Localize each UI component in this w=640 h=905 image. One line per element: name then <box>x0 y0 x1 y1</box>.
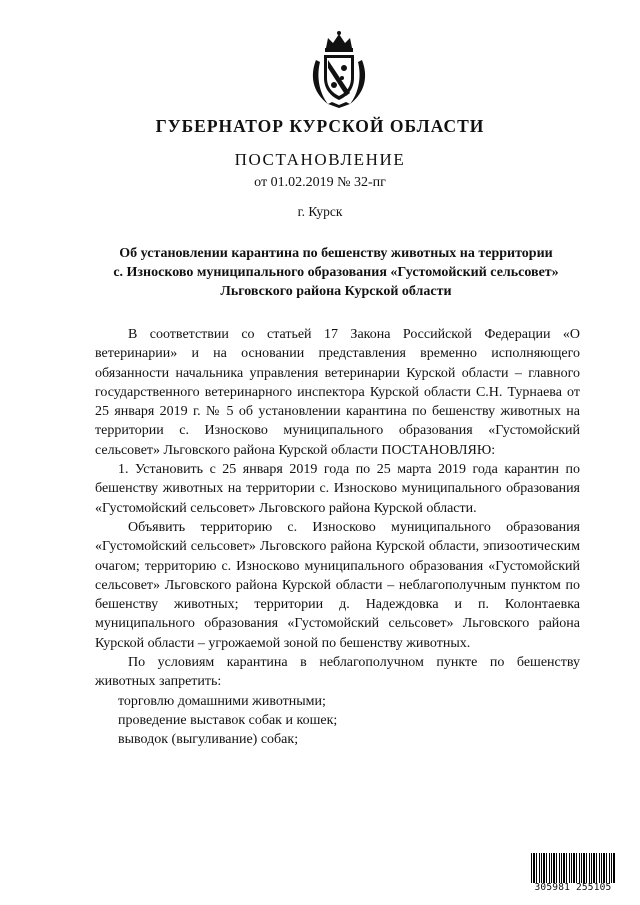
title-line: Об установлении карантина по бешенству животных на территории <box>119 246 553 261</box>
city-line: г. Курск <box>297 204 343 219</box>
body-paragraph: 1. Установить с 25 января 2019 года по 25 марта 2019 года карантин по бешенству животных на территории с. Износково муниципального образования «Густомойский сельсовет» Льговского района Курской области. <box>95 462 580 516</box>
list-item: проведение выставок собак и кошек; <box>118 712 338 728</box>
title-line: Льговского района Курской области <box>220 284 452 299</box>
document-body <box>95 325 580 750</box>
body-paragraph: В соответствии со статьей 17 Закона Российской Федерации «О ветеринарии» и на основании представления временно исполняющего обязанности начальника управления ветеринарии Курской области – главного государственного ветеринарного инспектора Курской области С.Н. Турнаева от 25 января 2019 г. № 5 об установлении карантина по бешенству животных на территории с. Износково муниципального образования «Густомойский сельсовет» Льговского района Курской области ПОСТАНОВЛЯЮ: <box>95 327 580 458</box>
list-item: выводок (выгуливание) собак; <box>118 732 299 748</box>
coat-of-arms-emblem <box>306 30 372 110</box>
document-title <box>96 244 576 301</box>
barcode-number: 305981 255105 <box>534 882 612 893</box>
barcode-bars <box>531 853 615 883</box>
body-paragraph: По условиям карантина в неблагополучном пункте по бешенству животных запретить: <box>95 655 580 690</box>
issuer-heading: ГУБЕРНАТОР КУРСКОЙ ОБЛАСТИ <box>155 116 485 136</box>
list-item: торговлю домашними животными; <box>118 693 326 709</box>
document-type: ПОСТАНОВЛЕНИЕ <box>234 150 406 169</box>
title-line: с. Износково муниципального образования «Густомойский сельсовет» <box>113 265 559 280</box>
body-paragraph: Объявить территорию с. Износково муниципального образования «Густомойский сельсовет» Льговского района Курской области, эпизоотическим очагом; территорию с. Износково муниципального образования «Густомойский сельсовет» Льговского района Курской области – неблагополучным пунктом по бешенству животных; территории д. Надеждовка и п. Колонтаевка муниципального образования «Густомойский сельсовет» Льговского района Курской области – угрожаемой зоной по бешенству животных. <box>95 519 580 651</box>
date-and-number: от 01.02.2019 № 32-пг <box>254 175 386 190</box>
barcode <box>531 853 615 893</box>
